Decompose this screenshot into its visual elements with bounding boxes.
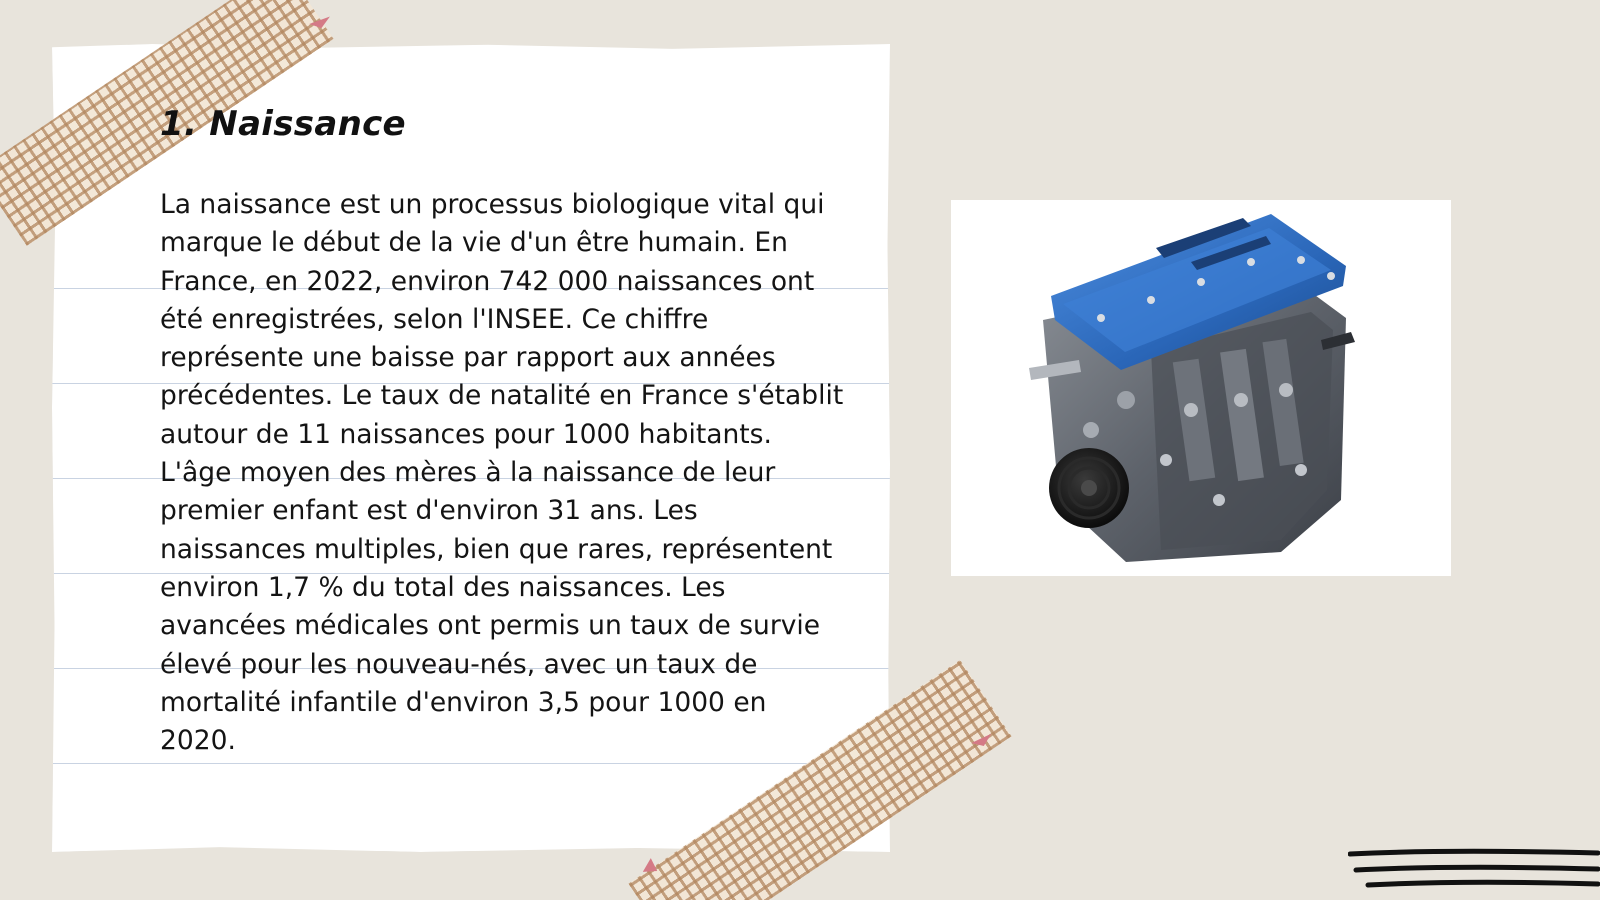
engine-illustration xyxy=(951,200,1451,576)
ruled-line xyxy=(52,763,890,764)
body-paragraph: La naissance est un processus biologique vital qui marque le début de la vie d'un être humain. En France, en 2022, environ 742 000 naissances ont été enregistrées, selon l'INSEE. Ce chiffre représente une baisse par rapport aux années précédentes. Le taux de natalité en France s'établit autour de 11 naissances pour 1000 habitants. L'âge moyen des mères à la naissance de leur premier enfant est d'environ 31 ans. Les naissances multiples, bien que rares, représentent environ 1,7 % du total des naissances. Les avancées médicales ont permis un taux de survie élevé pour les nouveau-nés, avec un taux de mortalité infantile d'environ 3,5 pour 1000 en 2020. xyxy=(160,189,844,757)
engine-photo xyxy=(951,200,1451,576)
decorative-scribble xyxy=(1348,848,1600,900)
section-title: 1. Naissance xyxy=(160,104,406,144)
